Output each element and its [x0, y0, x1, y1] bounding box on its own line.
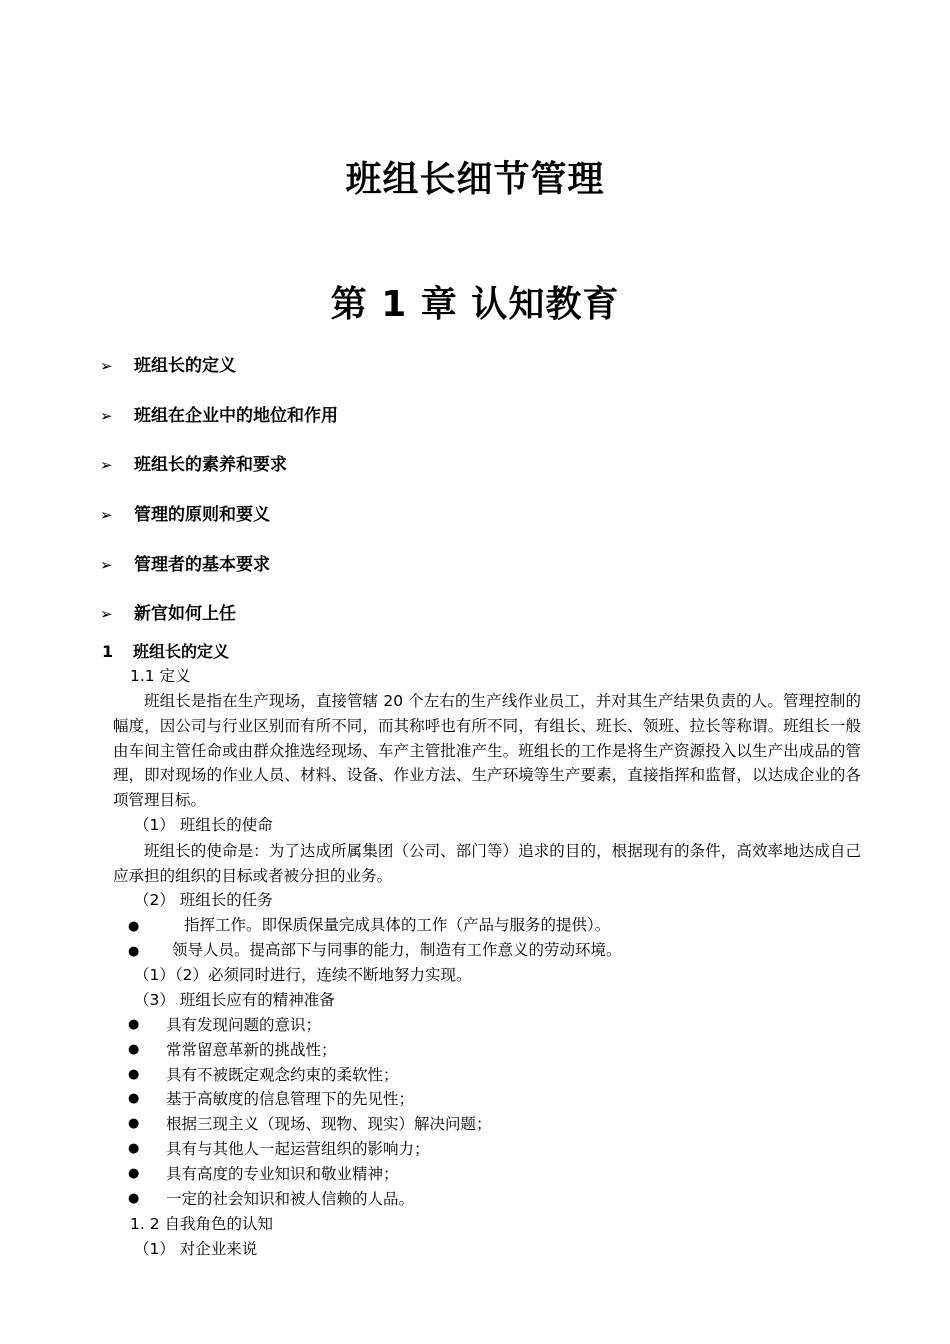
list-item: ● 具有不被既定观念约束的柔软性；: [128, 1063, 492, 1088]
list-item: ● 具有高度的专业知识和敬业精神；: [128, 1162, 492, 1187]
arrow-bullet-icon: ➢: [100, 456, 113, 475]
subsection-1-1: 1.1 定义: [130, 667, 191, 685]
bullet-icon: ●: [128, 1116, 140, 1132]
section-heading: [102, 640, 229, 664]
arrow-bullet-icon: ➢: [100, 406, 113, 425]
outline-item: ➢ 新官如何上任: [100, 600, 338, 650]
bullet-icon: ●: [128, 1066, 140, 1082]
list-item: ● 常常留意革新的挑战性；: [128, 1038, 492, 1063]
bullet-icon: ●: [128, 1140, 140, 1156]
chapter-title: 第 1 章 认知教育: [330, 284, 620, 325]
arrow-bullet-icon: ➢: [100, 357, 113, 375]
mission-paragraph: 班组长的使命是：为了达成所属集团（公司、部门等）追求的目的，根据现有的条件，高效率地达成自己应承担的组织的目标或者被分担的业务。: [113, 842, 861, 885]
spirit-label: （3） 班组长应有的精神准备: [134, 991, 335, 1009]
subsection-1-2: 1. 2 自我角色的认知: [130, 1215, 274, 1233]
list-item: ● 基于高敏度的信息管理下的先见性；: [128, 1087, 492, 1112]
list-item: ● 具有发现问题的意识；: [128, 1013, 492, 1038]
subsection-1-2-item: （1） 对企业来说: [134, 1240, 258, 1258]
list-item: ● 根据三现主义（现场、现物、现实）解决问题；: [128, 1112, 492, 1137]
document-title: 班组长细节管理: [345, 159, 605, 200]
outline-item: ➢ 管理的原则和要义: [100, 501, 338, 551]
bullet-icon: ●: [128, 1165, 140, 1181]
tasks-note: （1）（2）必须同时进行，连续不断地努力实现。: [134, 966, 472, 984]
list-item: ● 具有与其他人一起运营组织的影响力；: [128, 1137, 492, 1162]
task-item: ● 领导人员。提高部下与同事的能力，制造有工作意义的劳动环境。: [128, 938, 622, 964]
arrow-bullet-icon: ➢: [100, 555, 113, 574]
bullet-icon: ●: [128, 1091, 140, 1107]
section-number: 1: [102, 642, 114, 661]
outline-item: ➢ 班组长的素养和要求: [100, 451, 338, 501]
spirit-list: [128, 1013, 492, 1211]
definition-paragraph: 班组长是指在生产现场，直接管辖 20 个左右的生产线作业员工，并对其生产结果负责的人。管理控制的幅度，因公司与行业区别而有所不同，而其称呼也有所不同，有组长、班长、领班、拉长等称谓。班组长一般由车间主管任命或由群众推选经现场、车产主管批准产生。班组长的工作是将生产资源投入以生产出成品的管理，即对现场的作业人员、材料、设备、作业方法、生产环境等生产要素，直接指挥和监督，以达成企业的各项管理目标。: [113, 692, 861, 810]
chapter-outline: [100, 352, 338, 650]
outline-item: ➢ 班组在企业中的地位和作用: [100, 402, 338, 452]
outline-item: ➢ 班组长的定义: [100, 352, 338, 402]
task-label: （2） 班组长的任务: [134, 891, 273, 909]
arrow-bullet-icon: ➢: [100, 605, 113, 624]
bullet-icon: ●: [128, 1190, 140, 1206]
list-item: ● 一定的社会知识和被人信赖的人品。: [128, 1187, 492, 1212]
bullet-icon: ●: [128, 1017, 140, 1032]
bullet-icon: ●: [128, 944, 140, 959]
arrow-bullet-icon: ➢: [100, 506, 113, 525]
mission-label: （1） 班组长的使命: [134, 816, 273, 834]
section-heading-text: 班组长的定义: [133, 642, 230, 661]
bullet-icon: ●: [128, 1041, 140, 1057]
bullet-icon: ●: [128, 919, 140, 934]
outline-item: ➢ 管理者的基本要求: [100, 551, 338, 601]
task-item: ● 指挥工作。即保质保量完成具体的工作（产品与服务的提供）。: [128, 913, 610, 939]
